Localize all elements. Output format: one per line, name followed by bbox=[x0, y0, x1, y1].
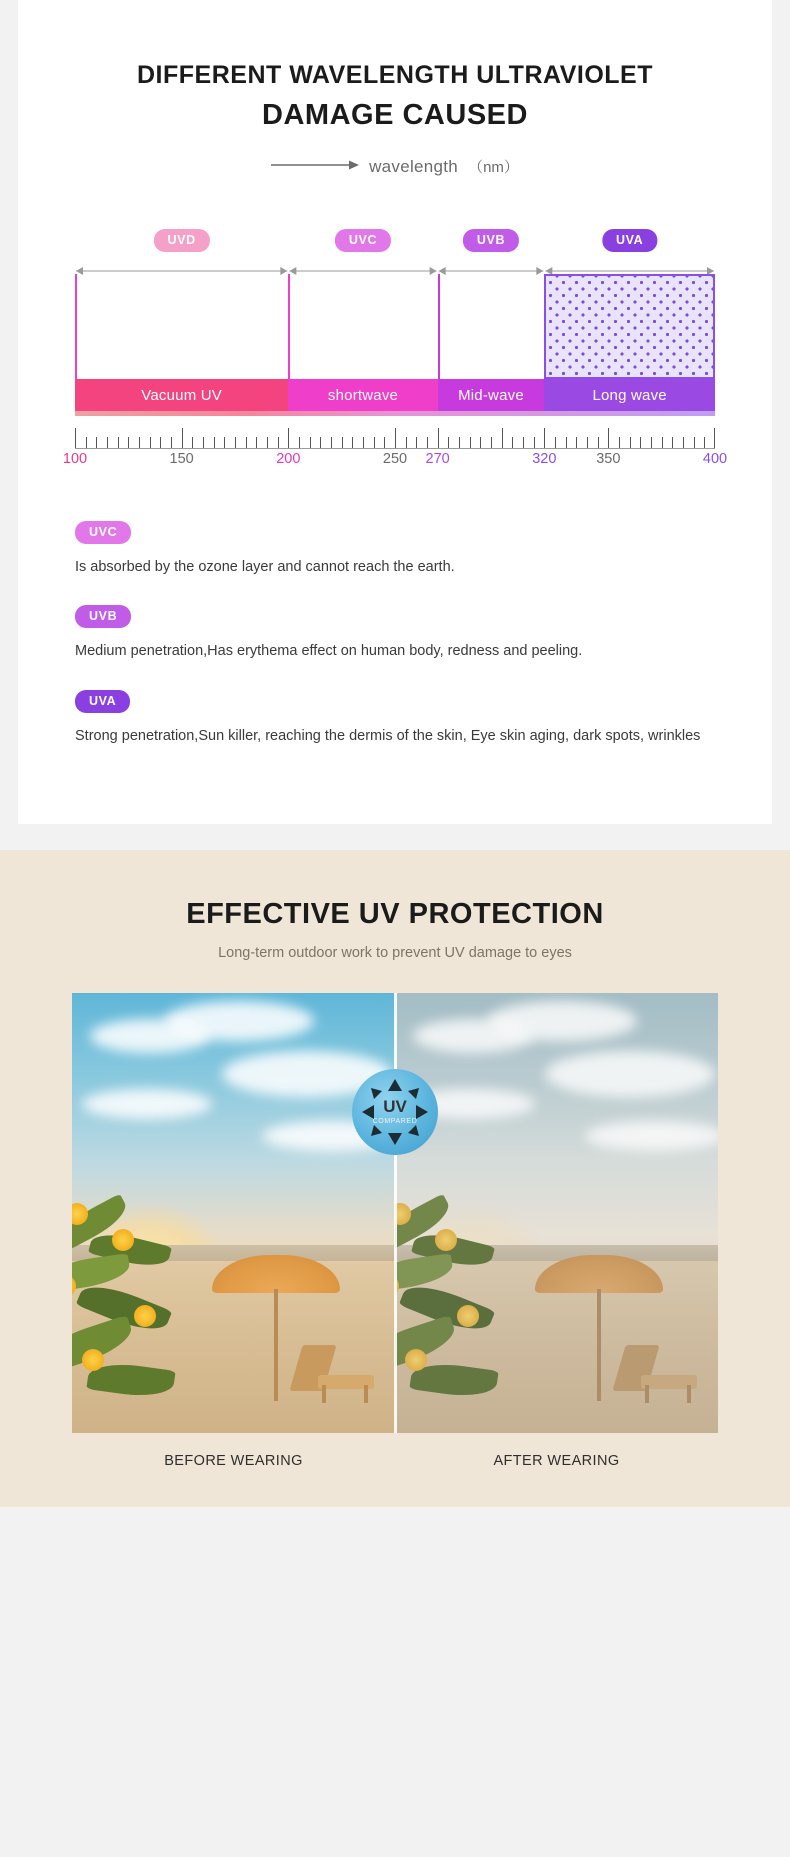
uv-compare-badge bbox=[352, 1069, 438, 1155]
flower-shape bbox=[435, 1229, 457, 1251]
uva-dotted-region bbox=[544, 274, 715, 379]
cloud-shape bbox=[487, 1001, 637, 1041]
spectrum-bar-shadow bbox=[75, 411, 715, 416]
flower-shape bbox=[82, 1349, 104, 1371]
before-after-comparison bbox=[72, 993, 718, 1433]
band-pill-uvc: UVC bbox=[335, 229, 391, 252]
cloud-shape bbox=[545, 1051, 715, 1097]
uv-spectrum-chart bbox=[62, 229, 728, 468]
photo-after-wearing bbox=[395, 993, 718, 1433]
chair-leg bbox=[645, 1385, 649, 1403]
page-subtitle: DAMAGE CAUSED bbox=[262, 99, 528, 132]
band-divider-line bbox=[288, 274, 290, 379]
badge-label: UV bbox=[383, 1097, 407, 1117]
list-item bbox=[75, 690, 715, 748]
axis-tick-label: 200 bbox=[276, 451, 301, 468]
status-badge-uvc: UVC bbox=[75, 521, 131, 544]
spectrum-segment-uvd: Vacuum UV bbox=[75, 379, 288, 411]
beach-chair bbox=[294, 1345, 376, 1403]
explanation-text-uvb: Medium penetration,Has erythema effect on human body, redness and peeling. bbox=[75, 643, 583, 660]
caption-before: BEFORE WEARING bbox=[164, 1452, 303, 1469]
title-block bbox=[18, 60, 772, 177]
band-divider-line bbox=[438, 274, 440, 379]
uv-protection-section bbox=[0, 850, 790, 1507]
status-badge-uva: UVA bbox=[75, 690, 130, 713]
axis-tick-label: 400 bbox=[702, 451, 728, 468]
cloud-shape bbox=[585, 1121, 718, 1151]
band-pill-uva: UVA bbox=[602, 229, 657, 252]
flower-shape bbox=[112, 1229, 134, 1251]
axis-tick-label: 320 bbox=[532, 451, 557, 468]
umbrella-pole bbox=[597, 1289, 601, 1401]
wavelength-unit: （nm） bbox=[468, 159, 519, 177]
badge-arrows-icon bbox=[352, 1069, 438, 1155]
flower-shape bbox=[405, 1349, 427, 1371]
photo-before-wearing bbox=[72, 993, 395, 1433]
band-divider-line bbox=[75, 274, 77, 379]
chair-leg bbox=[322, 1385, 326, 1403]
axis-tick-label: 350 bbox=[596, 451, 621, 468]
list-item bbox=[75, 521, 715, 579]
wavelength-legend bbox=[18, 156, 772, 177]
explanation-text-uvc: Is absorbed by the ozone layer and cannot reach the earth. bbox=[75, 559, 455, 576]
arrow-right-icon bbox=[271, 158, 359, 176]
chair-leg bbox=[364, 1385, 368, 1403]
band-divider-line bbox=[544, 274, 546, 379]
explanation-list bbox=[75, 521, 715, 748]
protection-title: EFFECTIVE UV PROTECTION bbox=[186, 897, 604, 930]
wavelength-label: wavelength bbox=[369, 156, 459, 176]
cloud-shape bbox=[164, 1001, 314, 1041]
band-boxes bbox=[75, 274, 715, 379]
foliage-cluster bbox=[72, 1189, 238, 1433]
flower-shape bbox=[134, 1305, 156, 1327]
status-badge-uvb: UVB bbox=[75, 605, 131, 628]
caption-after: AFTER WEARING bbox=[493, 1452, 620, 1469]
page-title: DIFFERENT WAVELENGTH ULTRAVIOLET bbox=[137, 61, 653, 89]
protection-subtitle: Long-term outdoor work to prevent UV damage to eyes bbox=[218, 944, 572, 961]
uv-info-section bbox=[18, 0, 772, 824]
band-pill-uvd: UVD bbox=[154, 229, 210, 252]
foliage-cluster bbox=[395, 1189, 561, 1433]
band-divider-line bbox=[713, 274, 715, 379]
spectrum-color-bar bbox=[75, 379, 715, 411]
cloud-shape bbox=[82, 1089, 212, 1119]
list-item bbox=[75, 605, 715, 663]
spectrum-segment-uvb: Mid-wave bbox=[438, 379, 545, 411]
axis-tick-label: 250 bbox=[382, 451, 408, 468]
flower-shape bbox=[457, 1305, 479, 1327]
comparison-divider bbox=[394, 993, 397, 1433]
umbrella-pole bbox=[274, 1289, 278, 1401]
axis-tick-label: 270 bbox=[425, 451, 450, 468]
axis-tick-label: 150 bbox=[169, 451, 194, 468]
chair-leg bbox=[687, 1385, 691, 1403]
beach-chair bbox=[617, 1345, 699, 1403]
spectrum-segment-uvc: shortwave bbox=[288, 379, 437, 411]
explanation-text-uva: Strong penetration,Sun killer, reaching the dermis of the skin, Eye skin aging, dark spots, wrinkles bbox=[75, 727, 701, 744]
axis-tick-label: 100 bbox=[62, 451, 88, 468]
axis-line bbox=[75, 448, 715, 449]
ruler-ticks bbox=[75, 422, 715, 448]
badge-sublabel: COMPARED bbox=[372, 1118, 418, 1126]
spectrum-segment-uva: Long wave bbox=[544, 379, 715, 411]
comparison-captions bbox=[72, 1453, 718, 1469]
band-pill-uvb: UVB bbox=[463, 229, 519, 252]
